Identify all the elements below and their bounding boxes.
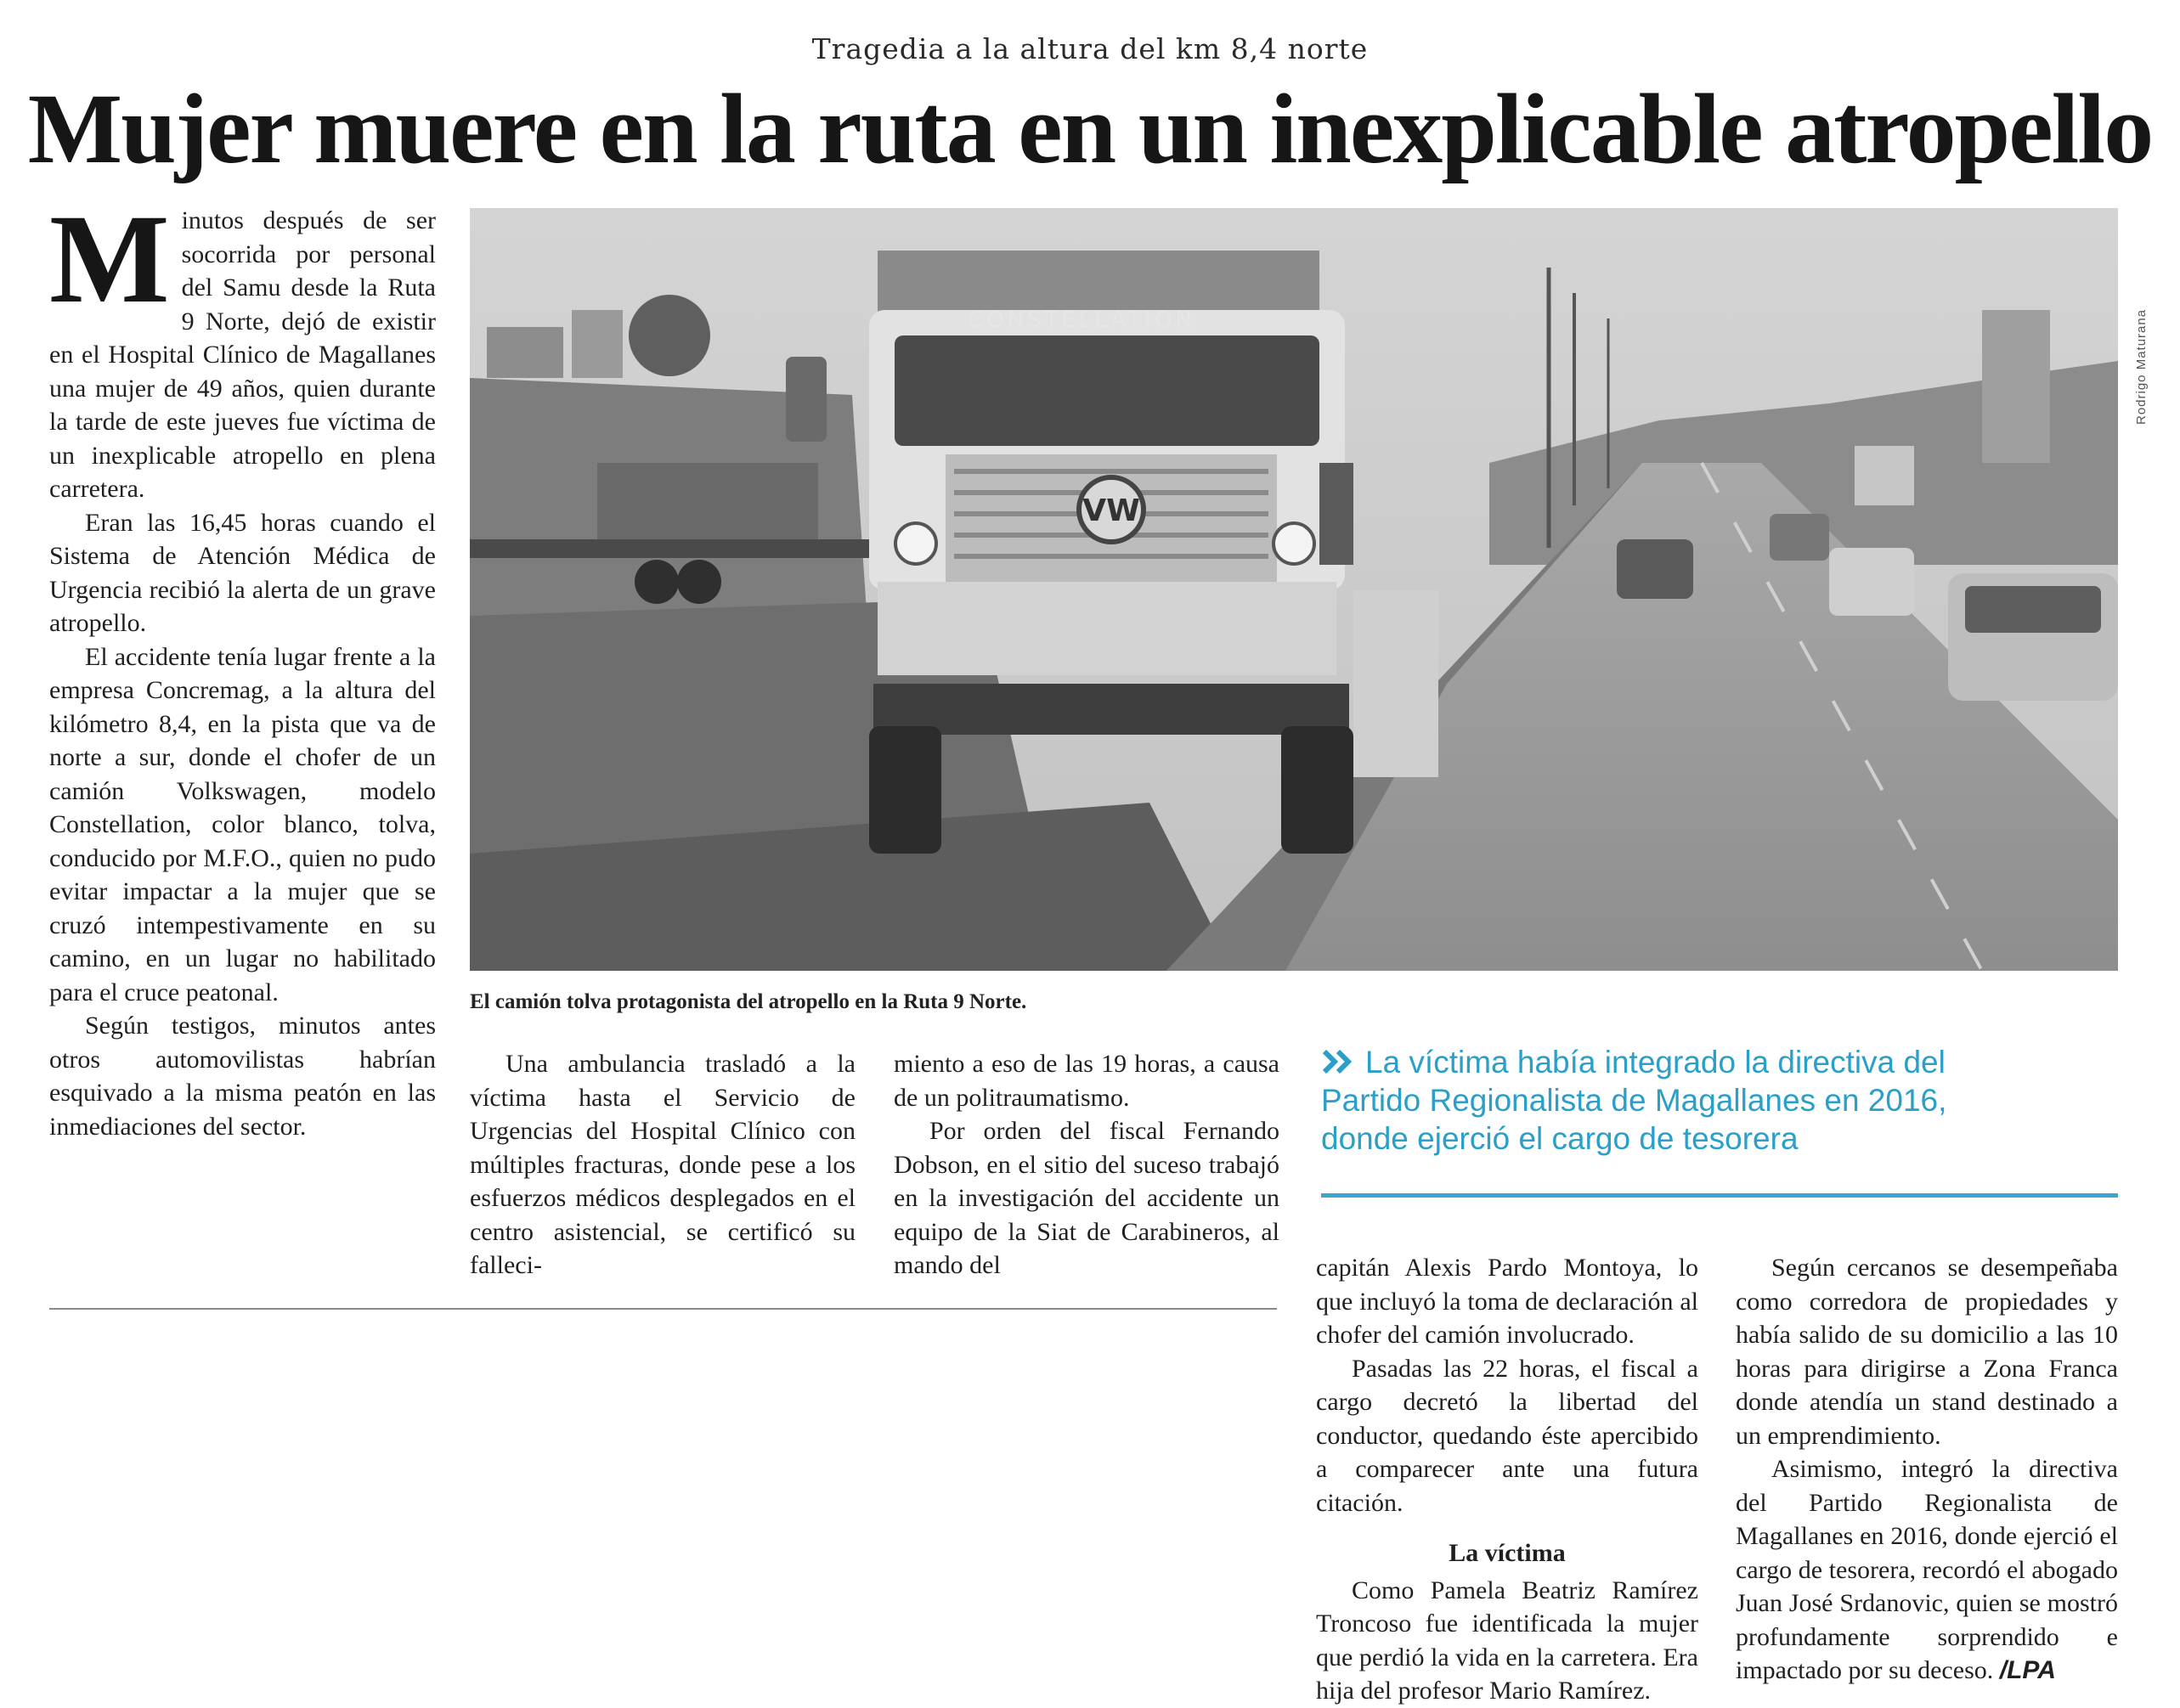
article-column-2 xyxy=(470,1047,856,1282)
paragraph: Eran las 16,45 horas cuando el Sistema de Atención Médica de Urgencia recibió la alerta de un grave atropello. xyxy=(49,508,436,637)
article-column-1 xyxy=(49,189,436,1143)
paragraph: Pasadas las 22 horas, el fiscal a cargo decretó la libertad del conductor, quedando éste apercibido a comparecer ante una futura citación. xyxy=(1316,1354,1698,1517)
paragraph: Por orden del fiscal Fernando Dobson, en el sitio del suceso trabajó en la investigación del accidente un equipo de la Siat de Carabineros, al mando del xyxy=(894,1117,1279,1279)
paragraph: Según cercanos se desempeñaba como corredora de propiedades y había salido de su domicilio a las 10 horas para dirigirse a Zona Franca donde atendía un stand destinado a un emprendimiento. xyxy=(1736,1254,2118,1450)
svg-text:VW: VW xyxy=(1082,493,1140,528)
paragraph: miento a eso de las 19 horas, a causa de un politraumatismo. xyxy=(894,1050,1279,1112)
paragraph: capitán Alexis Pardo Montoya, lo que incluyó la toma de declaración al chofer del camión involucrado. xyxy=(1316,1254,1698,1349)
photo-caption: El camión tolva protagonista del atropello en la Ruta 9 Norte. xyxy=(470,990,1027,1013)
pull-quote-rule xyxy=(1321,1193,2118,1198)
headline: Mujer muere en la ruta en un inexplicable atropello xyxy=(27,73,2153,184)
photo-credit: Rodrigo Maturana xyxy=(2134,308,2149,425)
article-column-5 xyxy=(1736,1251,2118,1688)
grille-label: CONSTELLATION xyxy=(968,307,1195,333)
paragraph xyxy=(49,189,436,506)
pull-quote-text: La víctima había integrado la directiva del Partido Regionalista de Magallanes en 2016, donde ejerció el cargo de tesorera xyxy=(1321,1045,1947,1156)
subheading: La víctima xyxy=(1449,1539,1566,1567)
paragraph: Como Pamela Beatriz Ramírez Troncoso fue identificada la mujer que perdió la vida en la carretera. Era hija del profesor Mario Ramírez. xyxy=(1316,1576,1698,1705)
paragraph: Una ambulancia trasladó a la víctima hasta el Servicio de Urgencias del Hospital Clínico con múltiples fracturas, donde pese a los esfuerzos médicos desplegados en el centro asistencial, se certificó su falleci- xyxy=(470,1050,856,1279)
paragraph-text: inutos después de ser socorrida por personal del Samu desde la Ruta 9 Norte, dejó de existir en el Hospital Clínico de Magallanes una mujer de 49 años, quien durante la tarde de este jueves fue víctima de un inexplicable atropello en plena carretera. xyxy=(49,206,436,503)
truck-photo xyxy=(470,208,2118,971)
signature: /LPA xyxy=(1999,1656,2056,1684)
paragraph-text: Asimismo, integró la directiva del Partido Regionalista de Magallanes en 2016, donde ejerció el cargo de tesorera, recordó el abogado Juan José Srdanovic, quien se mostró profundamente sorprendido e impactado por su deceso. xyxy=(1736,1455,2118,1684)
article-column-4 xyxy=(1316,1251,1698,1708)
article-column-3 xyxy=(894,1047,1279,1282)
paragraph: El accidente tenía lugar frente a la empresa Concremag, a la altura del kilómetro 8,4, en la pista que va de norte a sur, donde el chofer de un camión Volkswagen, modelo Constellation, color blanco, tolva, conducido por M.F.O., quien no pudo evitar impactar a la mujer que se cruzó intempestivamente en su camino, en un lugar no habilitado para el cruce peatonal. xyxy=(49,642,436,1006)
double-chevron-icon xyxy=(1321,1045,1355,1079)
kicker: Tragedia a la altura del km 8,4 norte xyxy=(811,32,1369,65)
divider xyxy=(49,1308,1277,1310)
pull-quote xyxy=(1321,1043,1950,1158)
dropcap: M xyxy=(49,189,170,330)
paragraph xyxy=(1736,1452,2118,1688)
paragraph: Según testigos, minutos antes otros automovilistas habrían esquivado a la misma peatón en las inmediaciones del sector. xyxy=(49,1012,436,1141)
